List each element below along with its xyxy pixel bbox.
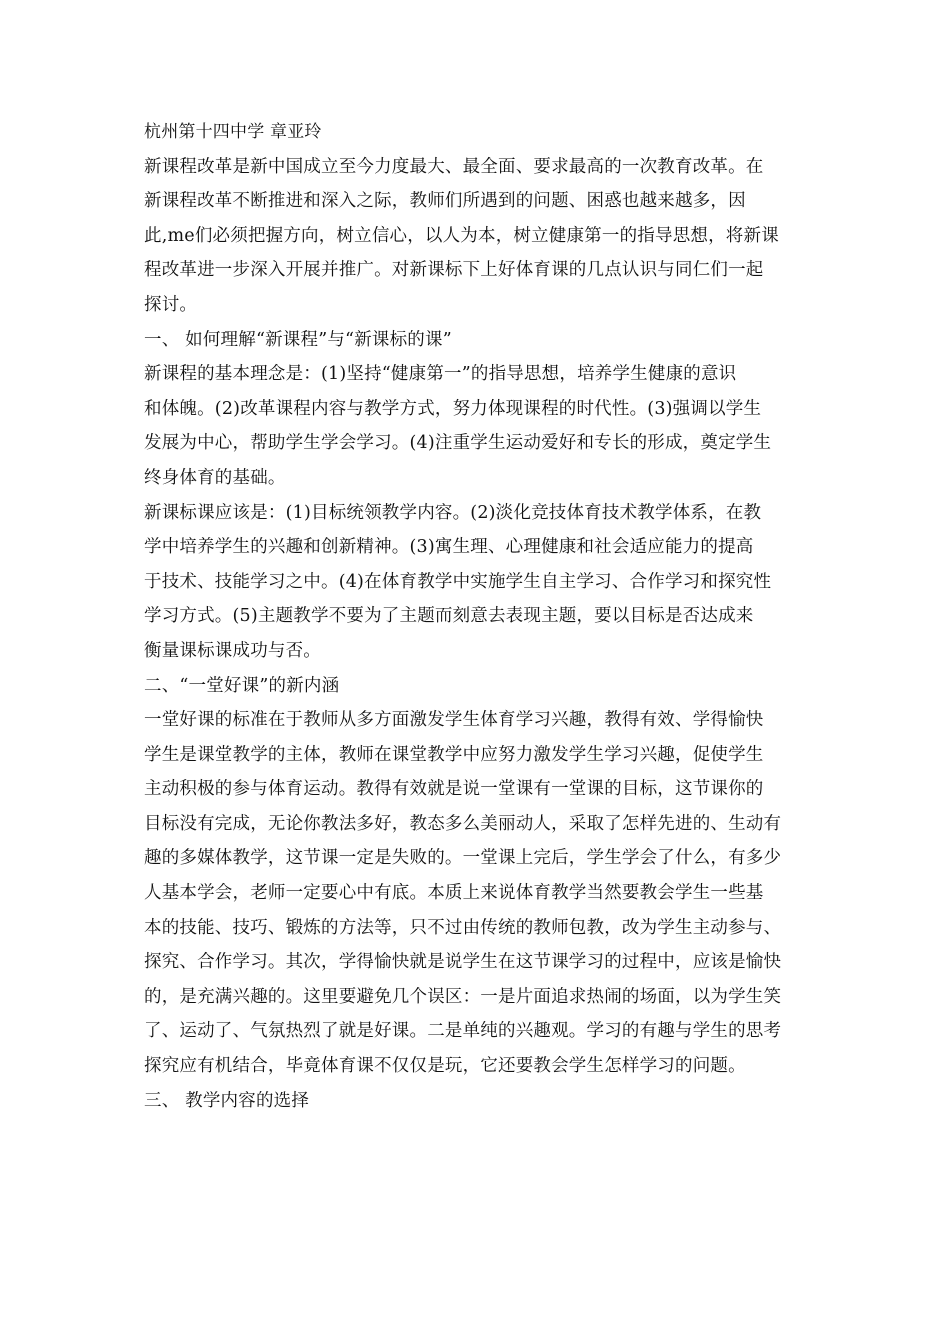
author-line: 杭州第十四中学 章亚玲 [144, 122, 322, 142]
document-body [144, 115, 808, 1118]
text-line: 主动积极的参与体育运动。教得有效就是说一堂课有一堂课的目标，这节课你的 [144, 779, 764, 800]
text-line: 学中培养学生的兴趣和创新精神。(3)寓生理、心理健康和社会适应能力的提高 [144, 537, 754, 558]
text-line: 学生是课堂教学的主体，教师在课堂教学中应努力激发学生学习兴趣，促使学生 [144, 744, 764, 765]
text-line: 和体魄。(2)改革课程内容与教学方式，努力体现课程的时代性。(3)强调以学生 [144, 398, 762, 419]
text-line: 一堂好课的标准在于教师从多方面激发学生体育学习兴趣，教得有效、学得愉快 [144, 710, 764, 731]
text-line: 趣的多媒体教学，这节课一定是失败的。一堂课上完后，学生学会了什么，有多少 [144, 848, 782, 869]
text-line: 探究、合作学习。其次，学得愉快就是说学生在这节课学习的过程中，应该是愉快 [144, 952, 782, 973]
text-line: 发展为中心，帮助学生学会学习。(4)注重学生运动爱好和专长的形成，奠定学生 [144, 433, 772, 454]
text-line: 探究应有机结合，毕竟体育课不仅仅是玩，它还要教会学生怎样学习的问题。 [144, 1056, 746, 1077]
text-line: 学习方式。(5)主题教学不要为了主题而刻意去表现主题，要以目标是否达成来 [144, 606, 754, 627]
text-line: 此,me们必须把握方向，树立信心，以人为本，树立健康第一的指导思想，将新课 [144, 225, 779, 246]
text-line: 的，是充满兴趣的。这里要避免几个误区：一是片面追求热闹的场面，以为学生笑 [144, 986, 782, 1007]
section-heading: 一、 如何理解“新课程”与“新课标的课” [144, 329, 452, 350]
text-line: 于技术、技能学习之中。(4)在体育教学中实施学生自主学习、合作学习和探究性 [144, 571, 772, 592]
text-line: 本的技能、技巧、锻炼的方法等，只不过由传统的教师包教，改为学生主动参与、 [144, 917, 782, 938]
text-line: 目标没有完成，无论你教法多好，教态多么美丽动人，采取了怎样先进的、生动有 [144, 813, 782, 834]
text-line: 新课程改革不断推进和深入之际，教师们所遇到的问题、困惑也越来越多，因 [144, 191, 746, 212]
text-line: 探讨。 [144, 294, 198, 315]
section-heading: 三、 教学内容的选择 [144, 1090, 310, 1111]
text-line: 衡量课标课成功与否。 [144, 640, 321, 661]
text-line: 程改革进一步深入开展并推广。对新课标下上好体育课的几点认识与同仁们一起 [144, 260, 764, 281]
section-heading: 二、“一堂好课”的新内涵 [144, 675, 340, 696]
text-line: 新课程的基本理念是：(1)坚持“健康第一”的指导思想，培养学生健康的意识 [144, 364, 737, 385]
text-line: 新课程改革是新中国成立至今力度最大、最全面、要求最高的一次教育改革。在 [144, 156, 764, 177]
text-line: 终身体育的基础。 [144, 467, 286, 488]
text-line: 人基本学会，老师一定要心中有底。本质上来说体育教学当然要教会学生一些基 [144, 883, 764, 904]
text-line: 了、运动了、气氛热烈了就是好课。二是单纯的兴趣观。学习的有趣与学生的思考 [144, 1021, 782, 1042]
text-line: 新课标课应该是：(1)目标统领教学内容。(2)淡化竞技体育技术教学体系，在教 [144, 502, 762, 523]
